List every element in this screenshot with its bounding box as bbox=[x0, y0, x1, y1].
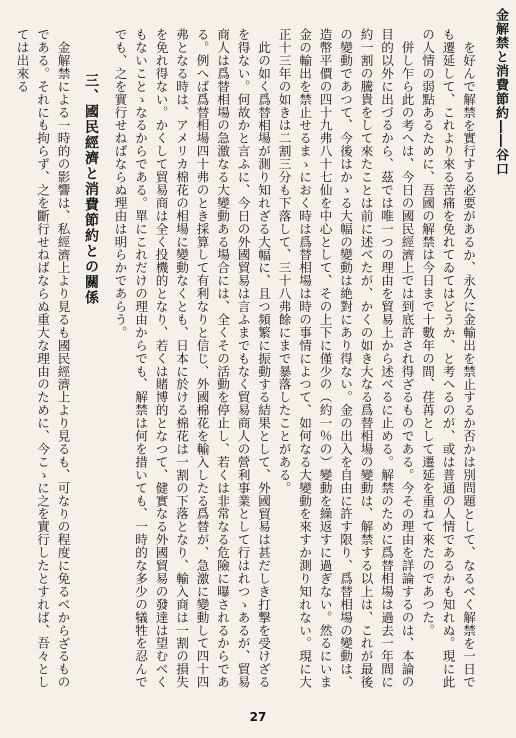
paragraph: 金解禁による一時的の影響は、私經濟上より見るも國民經濟上より見るも、可なりの程度に免るべからざるものである。それにも拘らず、之を斷行せねばならぬ重大な理由のために、今こゝに之を實行したとすれば、吾々としては出來る bbox=[14, 28, 71, 689]
paragraph: 併し乍ら此の考へは、今日の國民經濟上では到底許され得ざるものである。今その理由を詳論するのは、本論の目的以外に出づるから、茲では唯一つの理由を貿易上から述べるに止める。解禁のために爲替相場は過去一年間に約一割の騰貴をして來たことは前に述べたが、かくの如き大なる爲替相場の變動は、解禁する以上は、これが最後の變動であつて、今後はかゝる大幅の變動は絶對にあり得ない。金の出入を自由に許す限り、爲替相場の變動は、造幣平價の四十九弗八十七仙を中心として、その上下に僅少の（約一％の）變動を繰返すに過ぎない。然るにいま金の輸出を禁止せるまゝにおく時は爲替相場は時の事情によつて、如何なる大變動を來すか測り知れない。現に大正十三年の如きは二割三分も下落して、三十八弗餘にまで暴落したことがある。 bbox=[276, 28, 415, 689]
body-text bbox=[14, 28, 478, 700]
running-title: 金解禁と消費節約――谷口 bbox=[493, 8, 508, 176]
paragraph: を好んで解禁を實行する必要があるか、永久に金輸出を禁止するか否かは別問題として、なるべく解禁を一日でも遷延して、これより來る苦痛を免れてゐてはどうか、と考へるのが、或は普通の人情であるかも知れぬ。現に此の人情の弱點あるために、吾國の解禁は今日まで十數年の間、荏苒として遷延を重ねて來たのであつた。 bbox=[420, 28, 476, 689]
paragraph: 此の如く爲替相場が測り知れざる大幅に、且つ頻繁に振動する結果として、外國貿易は甚だしき打撃を受けざるを得ない。何故かと言ふに、今日の外國貿易は言ふまでもなく貿易商人の營利事業として行はれつゝあるが、貿易商人は爲替相場の急激なる大變動ある場合には、全くその活動を停止し、若くは非常なる危險に曝されるからである。例へば爲替相場四十弗のとき採算して有利なりと信じ、外國棉花を輸入したる爲替が、急激に變動して四十四弗となる時は、アメリカ棉花の相場に變動なくとも、日本に於ける棉花は一割の下落となり、輸入商は一割の損失を免れ得ない。かくして貿易商は全く投機的となり、若くは賭博的となつて、健實なる外國貿易の發達は望むべくもないことゝなるからである。單にこれだけの理由からでも、解禁は何を措いても、一時的な多少の犠牲を忍んででも、之を實行せねばならぬ理由は明らかであらう。 bbox=[112, 28, 271, 689]
section-heading: 三、國民經濟と消費節約との關係 bbox=[83, 72, 99, 306]
page-number: 27 bbox=[249, 710, 267, 724]
